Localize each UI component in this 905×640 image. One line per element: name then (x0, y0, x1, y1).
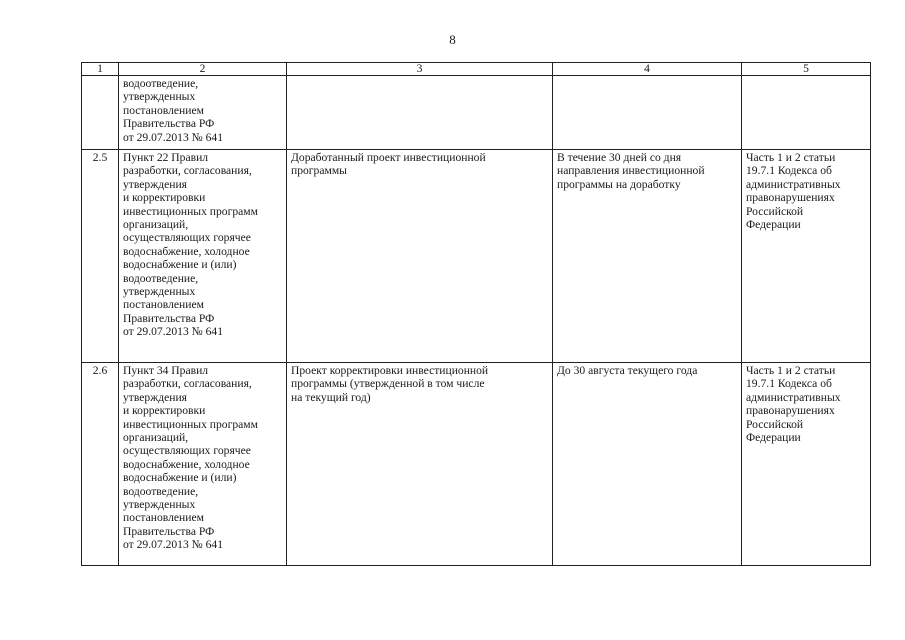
requirement-cell: водоотведение, утвержденных постановлением Правительства РФ от 29.07.2013 № 641 (119, 76, 287, 150)
document-cell: Доработанный проект инвестиционной программы (287, 150, 553, 363)
liability-cell: Часть 1 и 2 статьи 19.7.1 Кодекса об административных правонарушениях Российской Федерации (742, 150, 871, 363)
row-number-cell: 2.6 (82, 363, 119, 566)
column-header-1: 1 (82, 63, 119, 76)
page-number: 8 (449, 32, 456, 47)
table-row-continuation (82, 76, 871, 150)
table-row-2-6 (82, 363, 871, 566)
column-header-5: 5 (742, 63, 871, 76)
liability-cell (742, 76, 871, 150)
column-header-3: 3 (287, 63, 553, 76)
column-header-2: 2 (119, 63, 287, 76)
table-row-2-5 (82, 150, 871, 363)
column-header-4: 4 (553, 63, 742, 76)
deadline-cell: В течение 30 дней со дня направления инвестиционной программы на доработку (553, 150, 742, 363)
row-number-cell: 2.5 (82, 150, 119, 363)
row-number-cell (82, 76, 119, 150)
requirement-cell: Пункт 22 Правил разработки, согласования, утверждения и корректировки инвестиционных программ организаций, осуществляющих горячее водоснабжение, холодное водоснабжение и (или) водоотведение, утвержденных постановлением Правительства РФ от 29.07.2013 № 641 (119, 150, 287, 363)
document-cell: Проект корректировки инвестиционной программы (утвержденной в том числе на текущий год) (287, 363, 553, 566)
liability-cell: Часть 1 и 2 статьи 19.7.1 Кодекса об административных правонарушениях Российской Федерации (742, 363, 871, 566)
table-header-row (82, 63, 871, 76)
requirements-table (81, 62, 871, 566)
document-cell (287, 76, 553, 150)
deadline-cell (553, 76, 742, 150)
requirement-cell: Пункт 34 Правил разработки, согласования, утверждения и корректировки инвестиционных программ организаций, осуществляющих горячее водоснабжение, холодное водоснабжение и (или) водоотведение, утвержденных постановлением Правительства РФ от 29.07.2013 № 641 (119, 363, 287, 566)
deadline-cell: До 30 августа текущего года (553, 363, 742, 566)
